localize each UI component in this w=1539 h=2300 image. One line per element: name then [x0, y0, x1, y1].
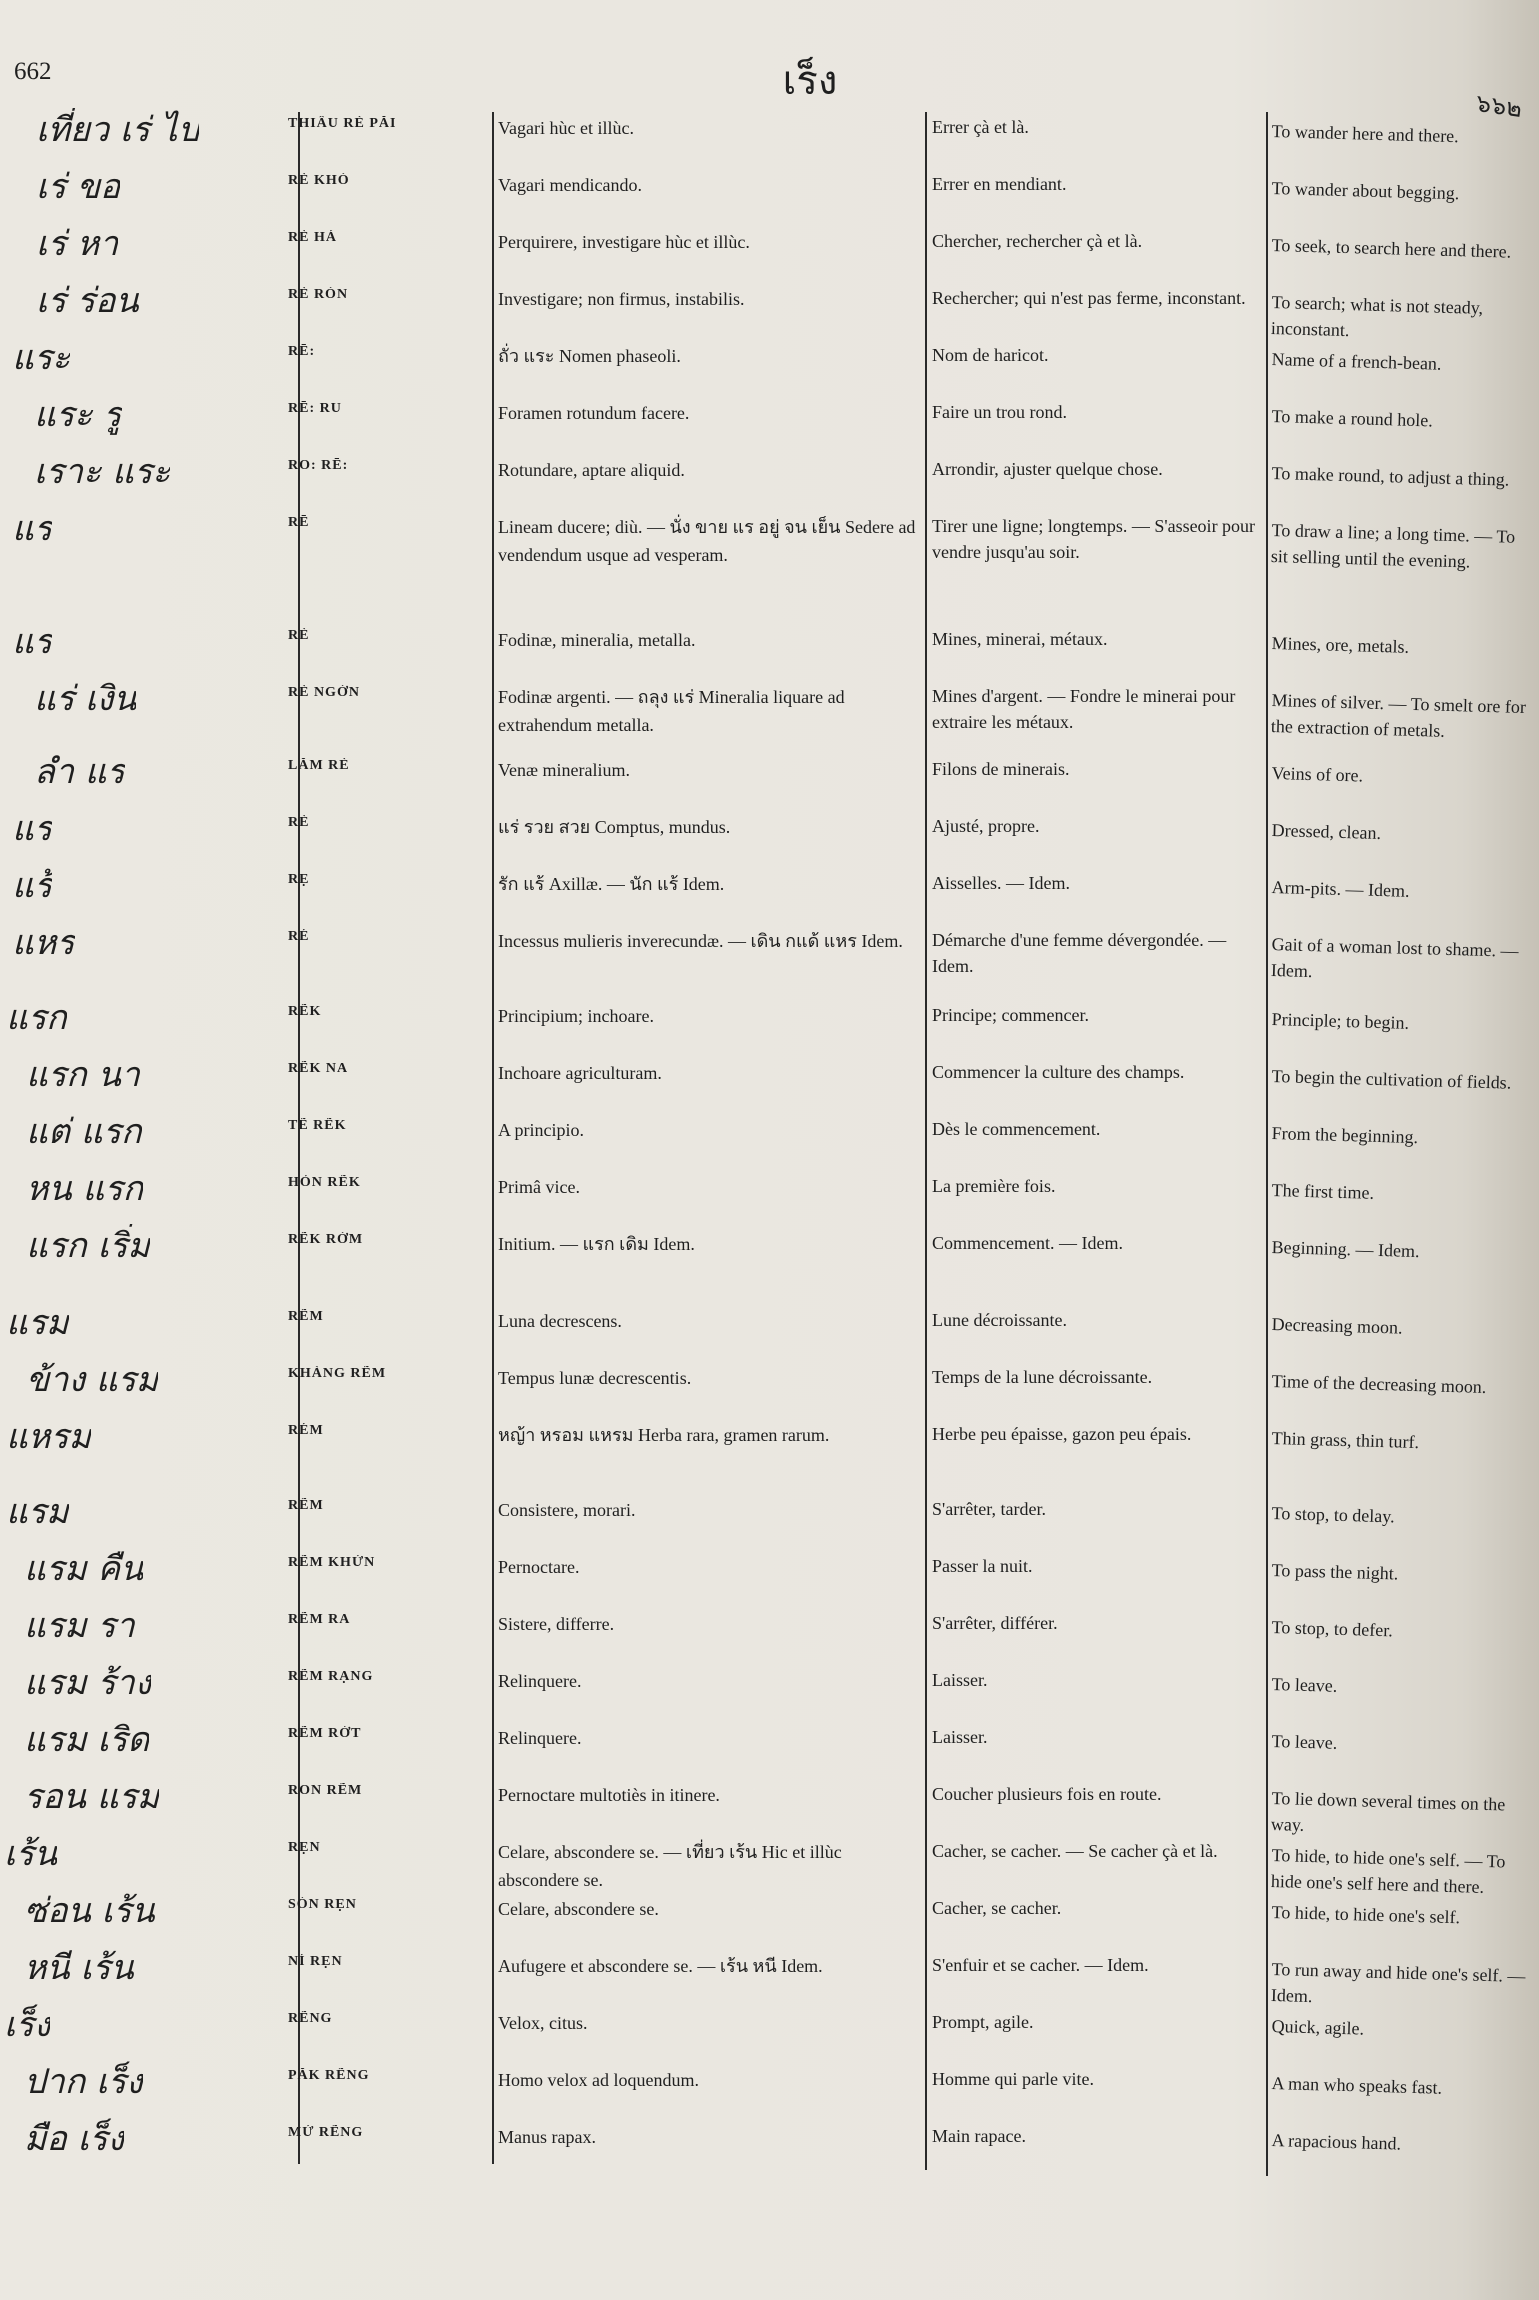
entry-thai-headword: แหร — [12, 923, 75, 963]
dictionary-entry — [0, 1604, 1539, 1660]
entry-thai-headword: แรม คืน — [24, 1549, 144, 1589]
entry-romanization: RÈ KHÓ — [288, 173, 350, 188]
entry-thai-headword: เร่ ร่อน — [36, 281, 139, 321]
entry-latin-definition: Celare, abscondere se. — [498, 1899, 659, 1919]
entry-romanization: RÈ NGỚN — [288, 685, 360, 700]
entry-romanization: RẼM RỚT — [288, 1726, 362, 1741]
entry-latin-definition: Lineam ducere; diù. — นั่ง ขาย แร อยู่ จน เย็น Sedere ad vendendum usque ad vesperam. — [498, 517, 916, 565]
entry-thai-headword: แต่ แรก — [26, 1112, 142, 1152]
entry-romanization: THIÂU RÈ PĂI — [288, 116, 397, 131]
entry-english-definition: To seek, to search here and there. — [1271, 234, 1512, 262]
entry-romanization: TẼ RẼK — [288, 1118, 347, 1133]
entry-latin-definition: Investigare; non firmus, instabilis. — [498, 289, 745, 309]
entry-french-definition: Coucher plusieurs fois en route. — [932, 1784, 1162, 1804]
dictionary-entry — [0, 1832, 1539, 1897]
entry-latin-definition: Relinquere. — [498, 1671, 582, 1691]
entry-english-definition: A rapacious hand. — [1271, 2129, 1402, 2154]
entry-latin-definition: Inchoare agriculturam. — [498, 1063, 662, 1083]
entry-romanization: RẼM KHỬN — [288, 1555, 376, 1570]
entry-english-definition: Gait of a woman lost to shame. — Idem. — [1270, 933, 1519, 982]
entry-thai-headword: เร่ ขอ — [36, 167, 121, 207]
entry-french-definition: Lune décroissante. — [932, 1310, 1067, 1330]
entry-english-definition: To lie down several times on the way. — [1270, 1787, 1506, 1835]
entry-romanization: RẼNG — [288, 2011, 333, 2026]
entry-english-definition: Thin grass, thin turf. — [1271, 1427, 1420, 1453]
entry-latin-definition: Vagari mendicando. — [498, 175, 642, 195]
entry-latin-definition: Consistere, morari. — [498, 1500, 636, 1520]
entry-english-definition: To run away and hide one's self. — Idem. — [1270, 1958, 1526, 2007]
entry-thai-headword: แรม — [6, 1492, 69, 1532]
page-number: 662 — [14, 58, 52, 85]
dictionary-entry — [0, 996, 1539, 1052]
entry-english-definition: To make a round hole. — [1271, 405, 1434, 431]
entry-english-definition: Veins of ore. — [1271, 762, 1364, 786]
entry-romanization: RÈ — [288, 815, 310, 830]
entry-latin-definition: Venæ mineralium. — [498, 760, 630, 780]
entry-latin-definition: Principium; inchoare. — [498, 1006, 654, 1026]
entry-romanization: RẼK — [288, 1004, 322, 1019]
entry-romanization: RẼM RẠNG — [288, 1669, 374, 1684]
entry-romanization: RẸ — [288, 872, 310, 887]
entry-romanization: RẼK RỜM — [288, 1232, 364, 1247]
dictionary-entry — [0, 921, 1539, 982]
entry-french-definition: S'arrêter, différer. — [932, 1613, 1058, 1633]
entry-english-definition: A man who speaks fast. — [1271, 2072, 1443, 2098]
entry-french-definition: Tirer une ligne; longtemps. — S'asseoir pour vendre jusqu'au soir. — [932, 516, 1256, 562]
entry-french-definition: Dès le commencement. — [932, 1119, 1101, 1139]
dictionary-entry — [0, 1775, 1539, 1835]
entry-thai-headword: แร — [12, 509, 53, 549]
entry-thai-headword: ข้าง แรม — [26, 1360, 159, 1400]
entry-english-definition: Arm-pits. — Idem. — [1271, 876, 1410, 901]
entry-latin-definition: หญ้า หรอม แหรม Herba rara, gramen rarum. — [498, 1425, 830, 1445]
dictionary-entry — [0, 1718, 1539, 1774]
dictionary-entry — [0, 2060, 1539, 2116]
entry-english-definition: To leave. — [1271, 1730, 1338, 1753]
entry-latin-definition: Incessus mulieris inverecundæ. — เดิน กแด้ แหร Idem. — [498, 931, 903, 951]
entry-french-definition: S'enfuir et se cacher. — Idem. — [932, 1955, 1149, 1975]
entry-thai-headword: มือ เร็ง — [24, 2119, 125, 2159]
dictionary-entry — [0, 1224, 1539, 1280]
entry-thai-headword: แรก นา — [26, 1055, 140, 1095]
entry-thai-headword: แระ — [12, 338, 71, 378]
entry-romanization: RẼM — [288, 1309, 324, 1324]
entry-latin-definition: Relinquere. — [498, 1728, 582, 1748]
entry-thai-headword: แรม รา — [24, 1606, 135, 1646]
entry-french-definition: Chercher, rechercher çà et là. — [932, 231, 1143, 251]
entry-latin-definition: Fodinæ, mineralia, metalla. — [498, 630, 696, 650]
entry-romanization: RĒ: RU — [288, 401, 342, 416]
entry-romanization: RÈ — [288, 628, 310, 643]
dictionary-entry — [0, 1358, 1539, 1414]
entry-french-definition: Nom de haricot. — [932, 345, 1049, 365]
entry-thai-headword: แร่ — [12, 809, 53, 849]
entry-french-definition: Filons de minerais. — [932, 759, 1070, 779]
dictionary-entry — [0, 620, 1539, 676]
dictionary-entry — [0, 864, 1539, 920]
entry-romanization: HỎN RẼK — [288, 1175, 361, 1190]
entry-thai-headword: แรม ร้าง — [24, 1663, 152, 1703]
entry-romanization: SÒN RẸN — [288, 1897, 357, 1912]
entry-romanization: RẼK NA — [288, 1061, 349, 1076]
entry-latin-definition: Homo velox ad loquendum. — [498, 2070, 699, 2090]
entry-romanization: RẸN — [288, 1840, 321, 1855]
entry-french-definition: Rechercher; qui n'est pas ferme, inconstant. — [932, 288, 1246, 308]
dictionary-entry — [0, 1889, 1539, 1945]
entry-english-definition: To wander here and there. — [1271, 120, 1459, 147]
entry-thai-headword: เร็ง — [4, 2005, 51, 2045]
dictionary-entry — [0, 807, 1539, 863]
entry-latin-definition: Fodinæ argenti. — ถลุง แร่ Mineralia liquare ad extrahendum metalla. — [498, 687, 845, 735]
entry-english-definition: Mines, ore, metals. — [1271, 632, 1410, 657]
entry-romanization: RÈ HÁ — [288, 230, 337, 245]
entry-english-definition: To hide, to hide one's self. — To hide one's self here and there. — [1270, 1844, 1506, 1897]
entry-french-definition: Main rapace. — [932, 2126, 1026, 2146]
entry-french-definition: Commencement. — Idem. — [932, 1233, 1123, 1253]
entry-french-definition: Cacher, se cacher. — Se cacher çà et là. — [932, 1841, 1218, 1861]
entry-thai-headword: เราะ แระ — [34, 452, 171, 492]
dictionary-entry — [0, 1167, 1539, 1223]
entry-latin-definition: Pernoctare. — [498, 1557, 580, 1577]
entry-romanization: RÈ RÒN — [288, 287, 349, 302]
entry-thai-headword: หน แรก — [26, 1169, 144, 1209]
entry-romanization: RO: RĒ: — [288, 458, 349, 473]
entry-latin-definition: A principio. — [498, 1120, 584, 1140]
entry-thai-headword: เร่ หา — [36, 224, 119, 264]
entry-romanization: RĒ: — [288, 344, 316, 359]
entry-english-definition: Dressed, clean. — [1271, 819, 1382, 844]
entry-thai-headword: เร้น — [4, 1834, 58, 1874]
dictionary-entry — [0, 677, 1539, 741]
dictionary-entry — [0, 2117, 1539, 2173]
entry-english-definition: To stop, to defer. — [1271, 1616, 1394, 1641]
entry-french-definition: Ajusté, propre. — [932, 816, 1040, 836]
entry-thai-headword: แรก เริ่ม — [26, 1226, 150, 1266]
entry-english-definition: To begin the cultivation of fields. — [1271, 1065, 1512, 1093]
entry-thai-headword: แร่ — [12, 622, 53, 662]
entry-english-definition: Beginning. — Idem. — [1271, 1236, 1420, 1262]
entry-thai-headword: ลำ แร่ — [34, 752, 125, 792]
entry-french-definition: Homme qui parle vite. — [932, 2069, 1094, 2089]
entry-english-definition: Mines of silver. — To smelt ore for the extraction of metals. — [1270, 689, 1527, 741]
dictionary-entry — [0, 1110, 1539, 1166]
entry-french-definition: Temps de la lune décroissante. — [932, 1367, 1153, 1387]
entry-english-definition: To hide, to hide one's self. — [1271, 1901, 1461, 1928]
dictionary-entry — [0, 1053, 1539, 1109]
entry-english-definition: To search; what is not steady, inconstant. — [1270, 291, 1484, 341]
entry-thai-headword: ปาก เร็ง — [24, 2062, 143, 2102]
entry-thai-headword: เที่ยว เร่ ไป — [36, 110, 200, 150]
entry-english-definition: Principle; to begin. — [1271, 1008, 1410, 1033]
entry-english-definition: To draw a line; a long time. — To sit selling until the evening. — [1270, 519, 1516, 572]
entry-romanization: RON RẼM — [288, 1783, 363, 1798]
entry-french-definition: Herbe peu épaisse, gazon peu épais. — [932, 1424, 1192, 1444]
entry-thai-headword: แร้ — [12, 866, 53, 906]
dictionary-entry — [0, 1490, 1539, 1546]
entry-french-definition: Laisser. — [932, 1727, 988, 1747]
entry-romanization: LĂM RÈ — [288, 758, 350, 773]
entry-latin-definition: Sistere, differre. — [498, 1614, 615, 1634]
entry-latin-definition: Pernoctare multotiès in itinere. — [498, 1785, 720, 1805]
entry-french-definition: Cacher, se cacher. — [932, 1898, 1062, 1918]
entry-french-definition: La première fois. — [932, 1176, 1056, 1196]
entry-latin-definition: Foramen rotundum facere. — [498, 403, 690, 423]
entry-latin-definition: แร่ รวย สวย Comptus, mundus. — [498, 817, 731, 837]
dictionary-entry — [0, 165, 1539, 221]
entry-thai-headword: แระ รู — [34, 395, 122, 435]
entry-thai-headword: หนี เร้น — [24, 1948, 134, 1988]
entry-latin-definition: Celare, abscondere se. — เที่ยว เร้น Hic et illùc abscondere se. — [498, 1842, 842, 1890]
entry-french-definition: S'arrêter, tarder. — [932, 1499, 1046, 1519]
entry-french-definition: Arrondir, ajuster quelque chose. — [932, 459, 1163, 479]
entry-latin-definition: Aufugere et abscondere se. — เร้น หนี Idem. — [498, 1956, 823, 1976]
entry-english-definition: Decreasing moon. — [1271, 1313, 1403, 1338]
entry-latin-definition: Velox, citus. — [498, 2013, 588, 2033]
entry-romanization: MỬ RẼNG — [288, 2125, 364, 2140]
entry-french-definition: Passer la nuit. — [932, 1556, 1033, 1576]
entry-english-definition: From the beginning. — [1271, 1122, 1419, 1148]
entry-latin-definition: Perquirere, investigare hùc et illùc. — [498, 232, 750, 252]
entry-romanization: RẼM — [288, 1498, 324, 1513]
entry-french-definition: Laisser. — [932, 1670, 988, 1690]
entry-english-definition: To stop, to delay. — [1271, 1502, 1395, 1527]
entry-english-definition: To pass the night. — [1271, 1559, 1399, 1584]
entry-thai-headword: แรม เริด — [24, 1720, 150, 1760]
entry-thai-headword: แร่ เงิน — [34, 679, 137, 719]
entry-french-definition: Mines, minerai, métaux. — [932, 629, 1108, 649]
dictionary-entry — [0, 108, 1539, 164]
entry-english-definition: The first time. — [1271, 1179, 1375, 1203]
dictionary-entry — [0, 507, 1539, 572]
entry-latin-definition: ถั่ว แระ Nomen phaseoli. — [498, 346, 681, 366]
entry-latin-definition: Luna decrescens. — [498, 1311, 622, 1331]
entry-latin-definition: Rotundare, aptare aliquid. — [498, 460, 685, 480]
dictionary-entry — [0, 393, 1539, 449]
entry-latin-definition: Tempus lunæ decrescentis. — [498, 1368, 692, 1388]
entry-english-definition: To make round, to adjust a thing. — [1271, 462, 1510, 490]
handwritten-page-mark: ๖๖๒ — [1474, 88, 1524, 124]
entry-thai-headword: แหรม — [6, 1417, 91, 1457]
entry-english-definition: Name of a french-bean. — [1271, 348, 1442, 374]
entry-romanization: NÍ RẸN — [288, 1954, 343, 1969]
dictionary-entry — [0, 1946, 1539, 2007]
entry-latin-definition: Manus rapax. — [498, 2127, 596, 2147]
dictionary-entry — [0, 1547, 1539, 1603]
dictionary-entry — [0, 1415, 1539, 1471]
entry-french-definition: Mines d'argent. — Fondre le minerai pour extraire les métaux. — [932, 686, 1236, 732]
dictionary-entry — [0, 2003, 1539, 2059]
entry-romanization: KHÀNG RẼM — [288, 1366, 387, 1381]
entry-romanization: PĂK RẼNG — [288, 2068, 370, 2083]
entry-english-definition: To leave. — [1271, 1673, 1338, 1696]
entry-french-definition: Prompt, agile. — [932, 2012, 1034, 2032]
dictionary-entry — [0, 336, 1539, 392]
entry-latin-definition: รัก แร้ Axillæ. — นัก แร้ Idem. — [498, 874, 725, 894]
entry-romanization: RÉM — [288, 1423, 324, 1438]
entry-thai-headword: แรก — [6, 998, 67, 1038]
entry-french-definition: Démarche d'une femme dévergondée. — Idem. — [932, 930, 1227, 976]
entry-english-definition: To wander about begging. — [1271, 177, 1460, 204]
entry-french-definition: Errer çà et là. — [932, 117, 1029, 137]
entry-french-definition: Faire un trou rond. — [932, 402, 1067, 422]
dictionary-entry — [0, 222, 1539, 278]
entry-latin-definition: Primâ vice. — [498, 1177, 580, 1197]
dictionary-entry — [0, 450, 1539, 506]
entry-french-definition: Principe; commencer. — [932, 1005, 1089, 1025]
dictionary-entry — [0, 279, 1539, 341]
entry-english-definition: Quick, agile. — [1271, 2015, 1365, 2039]
entry-french-definition: Commencer la culture des champs. — [932, 1062, 1185, 1082]
entry-latin-definition: Initium. — แรก เดิม Idem. — [498, 1234, 695, 1254]
dictionary-entry — [0, 1661, 1539, 1717]
entry-romanization: RÉ — [288, 929, 310, 944]
entry-latin-definition: Vagari hùc et illùc. — [498, 118, 634, 138]
entry-romanization: RẼM RA — [288, 1612, 351, 1627]
entry-french-definition: Errer en mendiant. — [932, 174, 1067, 194]
running-head: เร็ง — [782, 58, 838, 104]
dictionary-entry — [0, 1301, 1539, 1357]
entry-thai-headword: ซ่อน เร้น — [24, 1891, 155, 1931]
entry-french-definition: Aisselles. — Idem. — [932, 873, 1070, 893]
entry-english-definition: Time of the decreasing moon. — [1271, 1370, 1487, 1397]
dictionary-entry — [0, 750, 1539, 806]
entry-romanization: RĒ — [288, 515, 310, 530]
entry-thai-headword: แรม — [6, 1303, 69, 1343]
entry-thai-headword: รอน แรม — [24, 1777, 160, 1817]
